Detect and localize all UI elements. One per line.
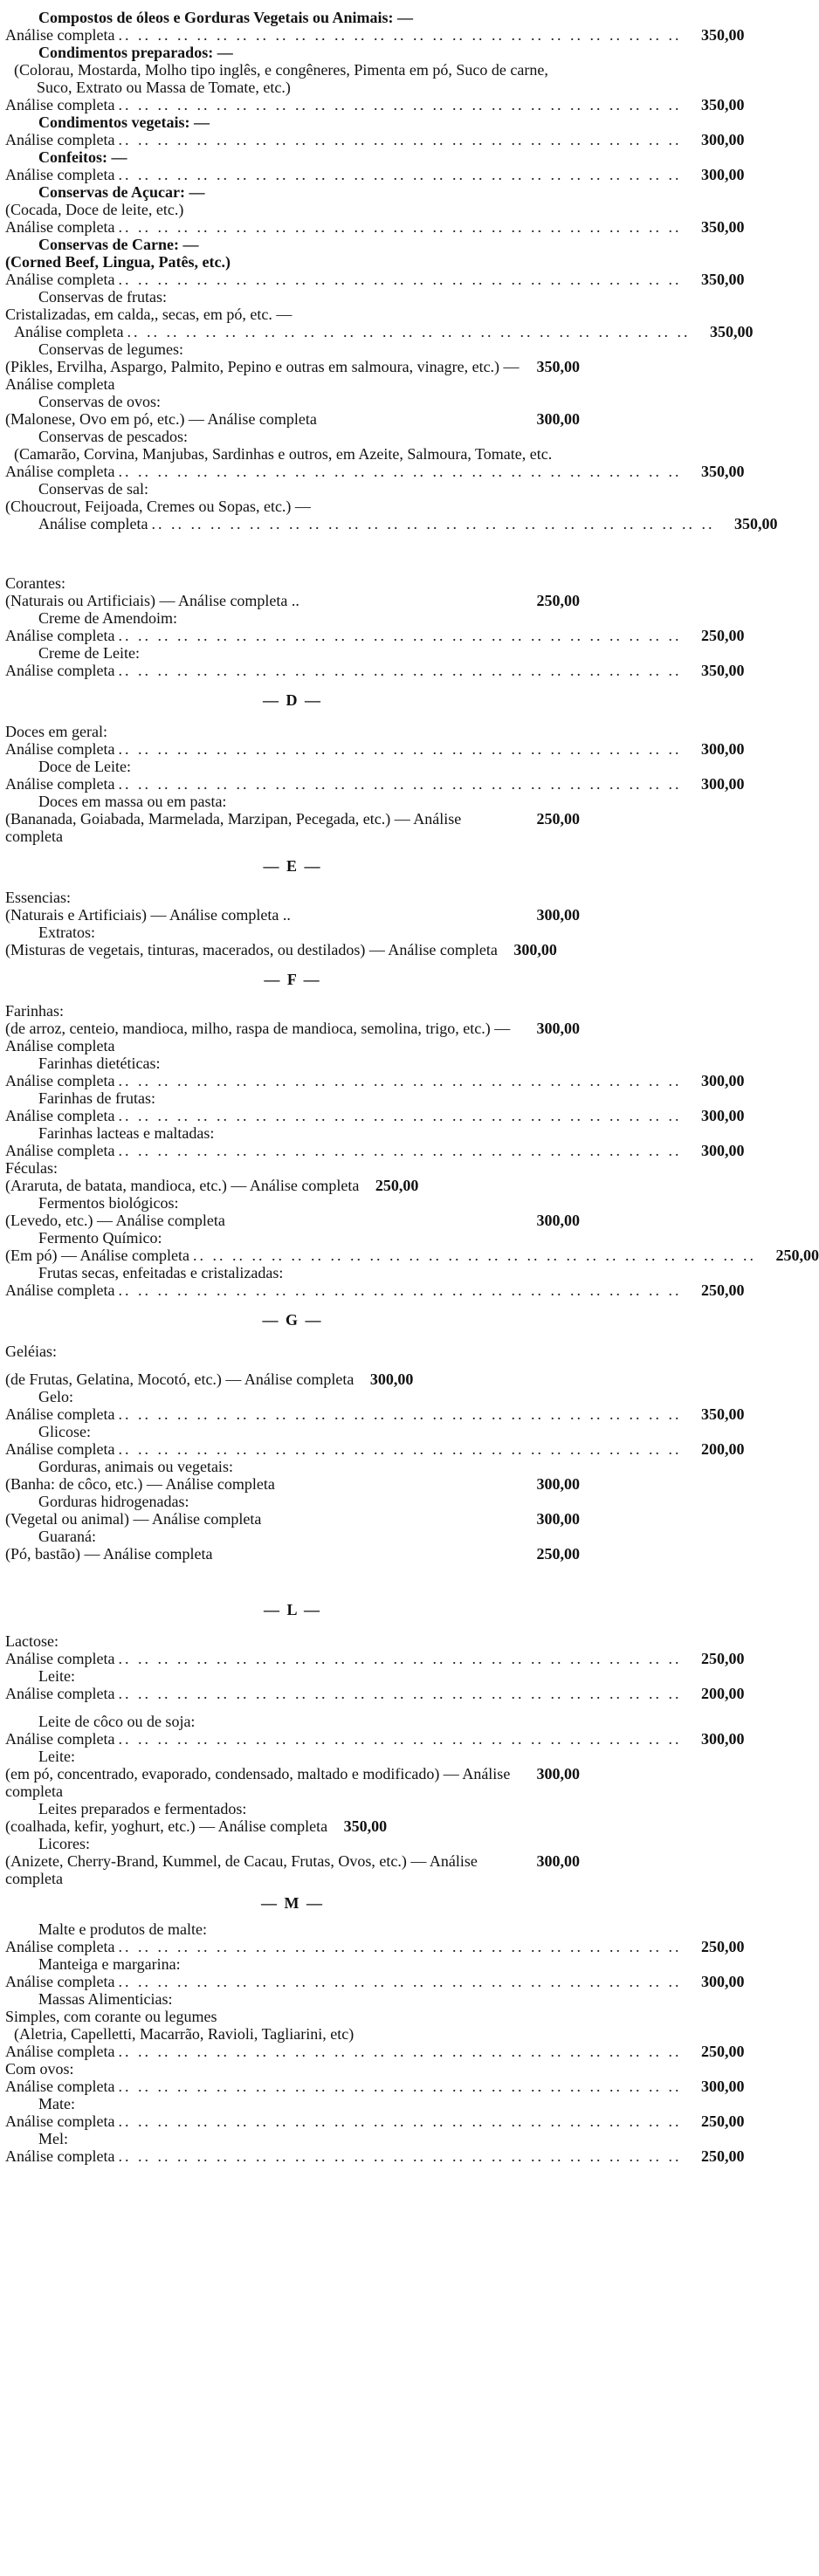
dot-leader: .. .. .. .. .. .. .. .. .. .. .. .. .. .. .. .. .. .. .. .. .. .. .. .. .. .. .. .. .. [118,740,682,758]
entry-heading: Conservas de frutas: [38,288,167,306]
dot-leader: .. .. .. .. .. .. .. .. .. .. .. .. .. .. .. .. .. .. .. .. .. .. .. .. .. .. .. .. .. [118,1281,682,1299]
entry-heading: Conservas de legumes: [38,340,183,358]
dot-leader: .. .. .. .. .. .. .. .. .. .. .. .. .. .. .. .. .. .. .. .. .. .. .. .. .. .. .. .. .. [192,1247,756,1264]
price: 300,00 [700,1730,745,1748]
price: 350,00 [700,96,745,113]
dot-leader: .. .. .. .. .. .. .. .. .. .. .. .. .. .. .. .. .. .. .. .. .. .. .. .. .. .. .. .. .. [118,271,682,288]
entry-heading: Condimentos vegetais: — [38,113,210,131]
entry-heading: Doces em massa ou em pasta: [38,793,227,810]
price-row [5,1177,580,1194]
dot-leader: .. .. .. .. .. .. .. .. .. .. .. .. .. .. .. .. .. .. .. .. .. .. .. .. .. .. .. .. .. [118,2112,682,2130]
price: 300,00 [369,1370,414,1388]
dot-leader: .. .. .. .. .. .. .. .. .. .. .. .. .. .. .. .. .. .. .. .. .. .. .. .. .. .. .. .. .. [118,627,682,644]
price-row [5,166,745,183]
price-row [5,131,745,148]
entry-heading: Fermento Químico: [38,1229,162,1247]
entry-heading: Licores: [38,1835,90,1852]
entry-description: (Choucrout, Feijoada, Cremes ou Sopas, etc.) — [5,498,311,515]
row-label: Análise completa [5,1072,115,1089]
row-label: (de arroz, centeio, mandioca, milho, raspa de mandioca, semolina, trigo, etc.) — Análise completa [5,1020,511,1054]
price: 300,00 [700,1107,745,1124]
entry-heading: Leite: [38,1748,75,1765]
entry-description: (Cocada, Doce de leite, etc.) [5,201,184,218]
entry-heading: Malte e produtos de malte: [38,1920,207,1938]
entry-heading: Creme de Amendoim: [38,609,177,627]
price-row [5,1685,745,1702]
price: 250,00 [700,2043,745,2060]
price-row [5,1545,580,1563]
price-row [5,1142,745,1159]
entry-description: (Colorau, Mostarda, Molho tipo inglês, e congêneres, Pimenta em pó, Suco de carne, Suco, Extrato ou Massa de Tomate, etc.) [14,61,548,96]
entry-heading: Doce de Leite: [38,758,131,775]
price-row [5,2078,745,2095]
price-row [5,218,745,236]
price-row [5,1730,745,1748]
price: 350,00 [700,26,745,44]
price: 300,00 [700,1142,745,1159]
price-row [5,410,580,428]
price: 300,00 [536,410,580,428]
price: 300,00 [700,131,745,148]
row-label: Análise completa [38,515,148,532]
row-label: (Anizete, Cherry-Brand, Kummel, de Cacau, Frutas, Ovos, etc.) — Análise completa [5,1852,478,1887]
entry-heading: Com ovos: [5,2060,74,2078]
price-row [5,1440,745,1458]
row-label: Análise completa [5,1107,115,1124]
row-label: Análise completa [5,1938,115,1955]
entry-heading: Extratos: [38,924,95,941]
price-row [5,2043,745,2060]
price: 350,00 [700,463,745,480]
entry-heading: Manteiga e margarina: [38,1955,181,1973]
entry-heading: Conservas de sal: [38,480,148,498]
dot-leader: .. .. .. .. .. .. .. .. .. .. .. .. .. .. .. .. .. .. .. .. .. .. .. .. .. .. .. .. .. [118,463,682,480]
price-row [5,592,580,609]
entry-heading: Leite de côco ou de soja: [38,1713,196,1730]
price: 300,00 [536,1852,580,1870]
row-label: Análise completa [5,1730,115,1748]
dot-leader: .. .. .. .. .. .. .. .. .. .. .. .. .. .. .. .. .. .. .. .. .. .. .. .. .. .. .. .. .. [118,1938,682,1955]
price-row [5,1247,819,1264]
row-label: (Araruta, de batata, mandioca, etc.) — Análise completa [5,1177,360,1194]
entry-heading: Geléias: [5,1343,57,1360]
price: 200,00 [700,1440,745,1458]
price-row [5,1475,580,1493]
row-label: Análise completa [5,627,115,644]
price-row [5,1973,745,1990]
entry-heading: Compostos de óleos e Gorduras Vegetais ou Animais: — [38,9,414,26]
price-row [5,271,745,288]
dot-leader: .. .. .. .. .. .. .. .. .. .. .. .. .. .. .. .. .. .. .. .. .. .. .. .. .. .. .. .. .. [118,2043,682,2060]
row-label: Análise completa [5,662,115,679]
price: 250,00 [536,1545,580,1563]
price: 250,00 [536,810,580,828]
entry-heading: Gorduras hidrogenadas: [38,1493,189,1510]
price-row [5,1405,745,1423]
price-row [5,1650,745,1667]
section-letter-m: — M — [261,1894,324,1912]
entry-heading: Conservas de ovos: [38,393,161,410]
price: 300,00 [536,1020,580,1037]
row-label: (Pikles, Ervilha, Aspargo, Palmito, Pepino e outras em salmoura, vinagre, etc.) — Análise completa [5,358,520,393]
entry-description: (Aletria, Capelletti, Macarrão, Ravioli, Tagliarini, etc) [14,2025,354,2043]
price: 250,00 [700,1650,745,1667]
price-row [5,1370,580,1388]
price-row [5,740,745,758]
entry-heading: Féculas: [5,1159,58,1177]
price: 300,00 [700,740,745,758]
entry-heading: Conservas de Açucar: — [38,183,205,201]
row-label: Análise completa [5,463,115,480]
dot-leader: .. .. .. .. .. .. .. .. .. .. .. .. .. .. .. .. .. .. .. .. .. .. .. .. .. .. .. .. .. [118,2078,682,2095]
price-row [5,96,745,113]
row-label: (Misturas de vegetais, tinturas, macerados, ou destilados) — Análise completa [5,941,498,958]
row-label: Análise completa [5,1440,115,1458]
price-row [5,1510,580,1528]
price-row [5,26,745,44]
price-row [5,2147,745,2165]
entry-heading: Corantes: [5,574,65,592]
price: 250,00 [700,1281,745,1299]
price: 300,00 [700,166,745,183]
spacer [5,1360,580,1370]
price-row [5,1817,580,1835]
price-row [5,1852,580,1887]
row-label: Análise completa [5,2112,115,2130]
price-row [5,1938,745,1955]
row-label: Análise completa [5,131,115,148]
price-row [5,1212,580,1229]
entry-description: (Camarão, Corvina, Manjubas, Sardinhas e outros, em Azeite, Salmoura, Tomate, etc. [14,445,553,463]
entry-description: Cristalizadas, em calda,, secas, em pó, etc. — [5,306,292,323]
price: 250,00 [375,1177,419,1194]
price: 300,00 [536,1510,580,1528]
entry-heading: Massas Alimenticias: [38,1990,173,2008]
row-label: (Bananada, Goiabada, Marmelada, Marzipan, Pecegada, etc.) — Análise completa [5,810,462,845]
entry-heading: Frutas secas, enfeitadas e cristalizadas: [38,1264,284,1281]
price: 300,00 [536,1212,580,1229]
entry-heading: Farinhas dietéticas: [38,1054,161,1072]
section-gap [5,1563,580,1589]
row-label: Análise completa [5,26,115,44]
dot-leader: .. .. .. .. .. .. .. .. .. .. .. .. .. .. .. .. .. .. .. .. .. .. .. .. .. .. .. .. .. [151,515,715,532]
entry-heading: Lactose: [5,1632,58,1650]
row-label: Análise completa [5,96,115,113]
row-label: Análise completa [5,218,115,236]
dot-leader: .. .. .. .. .. .. .. .. .. .. .. .. .. .. .. .. .. .. .. .. .. .. .. .. .. .. .. .. .. [118,1072,682,1089]
price-row [5,627,745,644]
price: 250,00 [700,2147,745,2165]
row-label: (coalhada, kefir, yoghurt, etc.) — Análise completa [5,1817,328,1835]
row-label: Análise completa [5,1281,115,1299]
row-label: Análise completa [5,775,115,793]
spacer [5,1702,580,1713]
price: 350,00 [700,218,745,236]
dot-leader: .. .. .. .. .. .. .. .. .. .. .. .. .. .. .. .. .. .. .. .. .. .. .. .. .. .. .. .. .. [118,1650,682,1667]
entry-heading: Farinhas lacteas e maltadas: [38,1124,215,1142]
price: 300,00 [513,941,557,958]
price: 300,00 [700,775,745,793]
price-row [5,662,745,679]
entry-heading: Guaraná: [38,1528,96,1545]
price: 250,00 [775,1247,819,1264]
row-label: Análise completa [5,2147,115,2165]
dot-leader: .. .. .. .. .. .. .. .. .. .. .. .. .. .. .. .. .. .. .. .. .. .. .. .. .. .. .. .. .. [118,662,682,679]
row-label: (Vegetal ou animal) — Análise completa [5,1510,262,1528]
price: 350,00 [700,271,745,288]
entry-heading: Essencias: [5,889,71,906]
entry-heading: Leites preparados e fermentados: [38,1800,247,1817]
dot-leader: .. .. .. .. .. .. .. .. .. .. .. .. .. .. .. .. .. .. .. .. .. .. .. .. .. .. .. .. .. [118,1142,682,1159]
dot-leader: .. .. .. .. .. .. .. .. .. .. .. .. .. .. .. .. .. .. .. .. .. .. .. .. .. .. .. .. .. [118,26,682,44]
row-label: Análise completa [5,2043,115,2060]
entry-heading: Condimentos preparados: — [38,44,233,61]
row-label: Análise completa [5,1650,115,1667]
row-label: Análise completa [5,1142,115,1159]
row-label: (Levedo, etc.) — Análise completa [5,1212,225,1229]
price: 250,00 [700,2112,745,2130]
entry-heading: Mate: [38,2095,75,2112]
row-label: Análise completa [14,323,124,340]
row-label: Análise completa [5,1973,115,1990]
section-letter-d: — D — [263,691,322,709]
entry-heading: Doces em geral: [5,723,107,740]
row-label: (Pó, bastão) — Análise completa [5,1545,213,1563]
entry-heading: Farinhas de frutas: [38,1089,155,1107]
section-gap [5,532,580,574]
entry-heading: Leite: [38,1667,75,1685]
price-row [5,1107,745,1124]
entry-heading: Glicose: [38,1423,91,1440]
entry-description: (Corned Beef, Lingua, Patês, etc.) [5,253,231,271]
price: 200,00 [700,1685,745,1702]
price-row [5,906,580,924]
dot-leader: .. .. .. .. .. .. .. .. .. .. .. .. .. .. .. .. .. .. .. .. .. .. .. .. .. .. .. .. .. [118,96,682,113]
row-label: (de Frutas, Gelatina, Mocotó, etc.) — Análise completa [5,1370,354,1388]
dot-leader: .. .. .. .. .. .. .. .. .. .. .. .. .. .. .. .. .. .. .. .. .. .. .. .. .. .. .. .. .. [127,323,691,340]
price: 350,00 [343,1817,388,1835]
price-row [5,358,580,393]
row-label: Análise completa [5,740,115,758]
row-label: (Naturais ou Artificiais) — Análise completa .. [5,592,299,609]
dot-leader: .. .. .. .. .. .. .. .. .. .. .. .. .. .. .. .. .. .. .. .. .. .. .. .. .. .. .. .. .. [118,166,682,183]
row-label: Análise completa [5,1405,115,1423]
price: 250,00 [700,627,745,644]
row-label: (Malonese, Ovo em pó, etc.) — Análise completa [5,410,317,428]
price: 300,00 [700,1973,745,1990]
dot-leader: .. .. .. .. .. .. .. .. .. .. .. .. .. .. .. .. .. .. .. .. .. .. .. .. .. .. .. .. .. [118,1730,682,1748]
section-letter-g: — G — [262,1311,323,1329]
entry-heading: Mel: [38,2130,68,2147]
entry-heading: Gorduras, animais ou vegetais: [38,1458,233,1475]
price: 350,00 [700,662,745,679]
dot-leader: .. .. .. .. .. .. .. .. .. .. .. .. .. .. .. .. .. .. .. .. .. .. .. .. .. .. .. .. .. [118,1440,682,1458]
row-label: Análise completa [5,1685,115,1702]
dot-leader: .. .. .. .. .. .. .. .. .. .. .. .. .. .. .. .. .. .. .. .. .. .. .. .. .. .. .. .. .. [118,131,682,148]
entry-heading: Conservas de Carne: — [38,236,199,253]
price: 300,00 [700,1072,745,1089]
price: 350,00 [700,1405,745,1423]
price-row [5,810,580,845]
dot-leader: .. .. .. .. .. .. .. .. .. .. .. .. .. .. .. .. .. .. .. .. .. .. .. .. .. .. .. .. .. [118,775,682,793]
entry-heading: Conservas de pescados: [38,428,188,445]
dot-leader: .. .. .. .. .. .. .. .. .. .. .. .. .. .. .. .. .. .. .. .. .. .. .. .. .. .. .. .. .. [118,1107,682,1124]
price-row [5,1020,580,1054]
row-label: (em pó, concentrado, evaporado, condensado, maltado e modificado) — Análise completa [5,1765,511,1800]
price-row [5,1281,745,1299]
price: 300,00 [700,2078,745,2095]
price: 250,00 [700,1938,745,1955]
row-label: (Banha: de côco, etc.) — Análise completa [5,1475,275,1493]
price-row [5,941,580,958]
dot-leader: .. .. .. .. .. .. .. .. .. .. .. .. .. .. .. .. .. .. .. .. .. .. .. .. .. .. .. .. .. [118,2147,682,2165]
price: 350,00 [709,323,754,340]
entry-heading: Farinhas: [5,1002,64,1020]
price-row [5,1765,580,1800]
section-letter-e: — E — [263,857,322,875]
dot-leader: .. .. .. .. .. .. .. .. .. .. .. .. .. .. .. .. .. .. .. .. .. .. .. .. .. .. .. .. .. [118,218,682,236]
price: 350,00 [733,515,778,532]
price-row [5,775,745,793]
entry-heading: Creme de Leite: [38,644,140,662]
row-label: Análise completa [5,2078,115,2095]
price-row [5,515,778,532]
entry-heading: Gelo: [38,1388,73,1405]
section-letter-f: — F — [264,971,321,988]
row-label: Análise completa [5,271,115,288]
price: 250,00 [536,592,580,609]
row-label: (Naturais e Artificiais) — Análise completa .. [5,906,291,924]
row-label: Análise completa [5,166,115,183]
price: 300,00 [536,1765,580,1783]
price: 350,00 [536,358,580,375]
price: 300,00 [536,1475,580,1493]
entry-heading: Confeitos: — [38,148,127,166]
price: 300,00 [536,906,580,924]
entry-heading: Fermentos biológicos: [38,1194,179,1212]
dot-leader: .. .. .. .. .. .. .. .. .. .. .. .. .. .. .. .. .. .. .. .. .. .. .. .. .. .. .. .. .. [118,1973,682,1990]
price-row [5,463,745,480]
dot-leader: .. .. .. .. .. .. .. .. .. .. .. .. .. .. .. .. .. .. .. .. .. .. .. .. .. .. .. .. .. [118,1405,682,1423]
price-row [5,323,754,340]
dot-leader: .. .. .. .. .. .. .. .. .. .. .. .. .. .. .. .. .. .. .. .. .. .. .. .. .. .. .. .. .. [118,1685,682,1702]
section-letter-l: — L — [263,1601,321,1618]
entry-description: Simples, com corante ou legumes [5,2008,217,2025]
row-label: (Em pó) — Análise completa [5,1247,189,1264]
price-row [5,1072,745,1089]
price-row [5,2112,745,2130]
